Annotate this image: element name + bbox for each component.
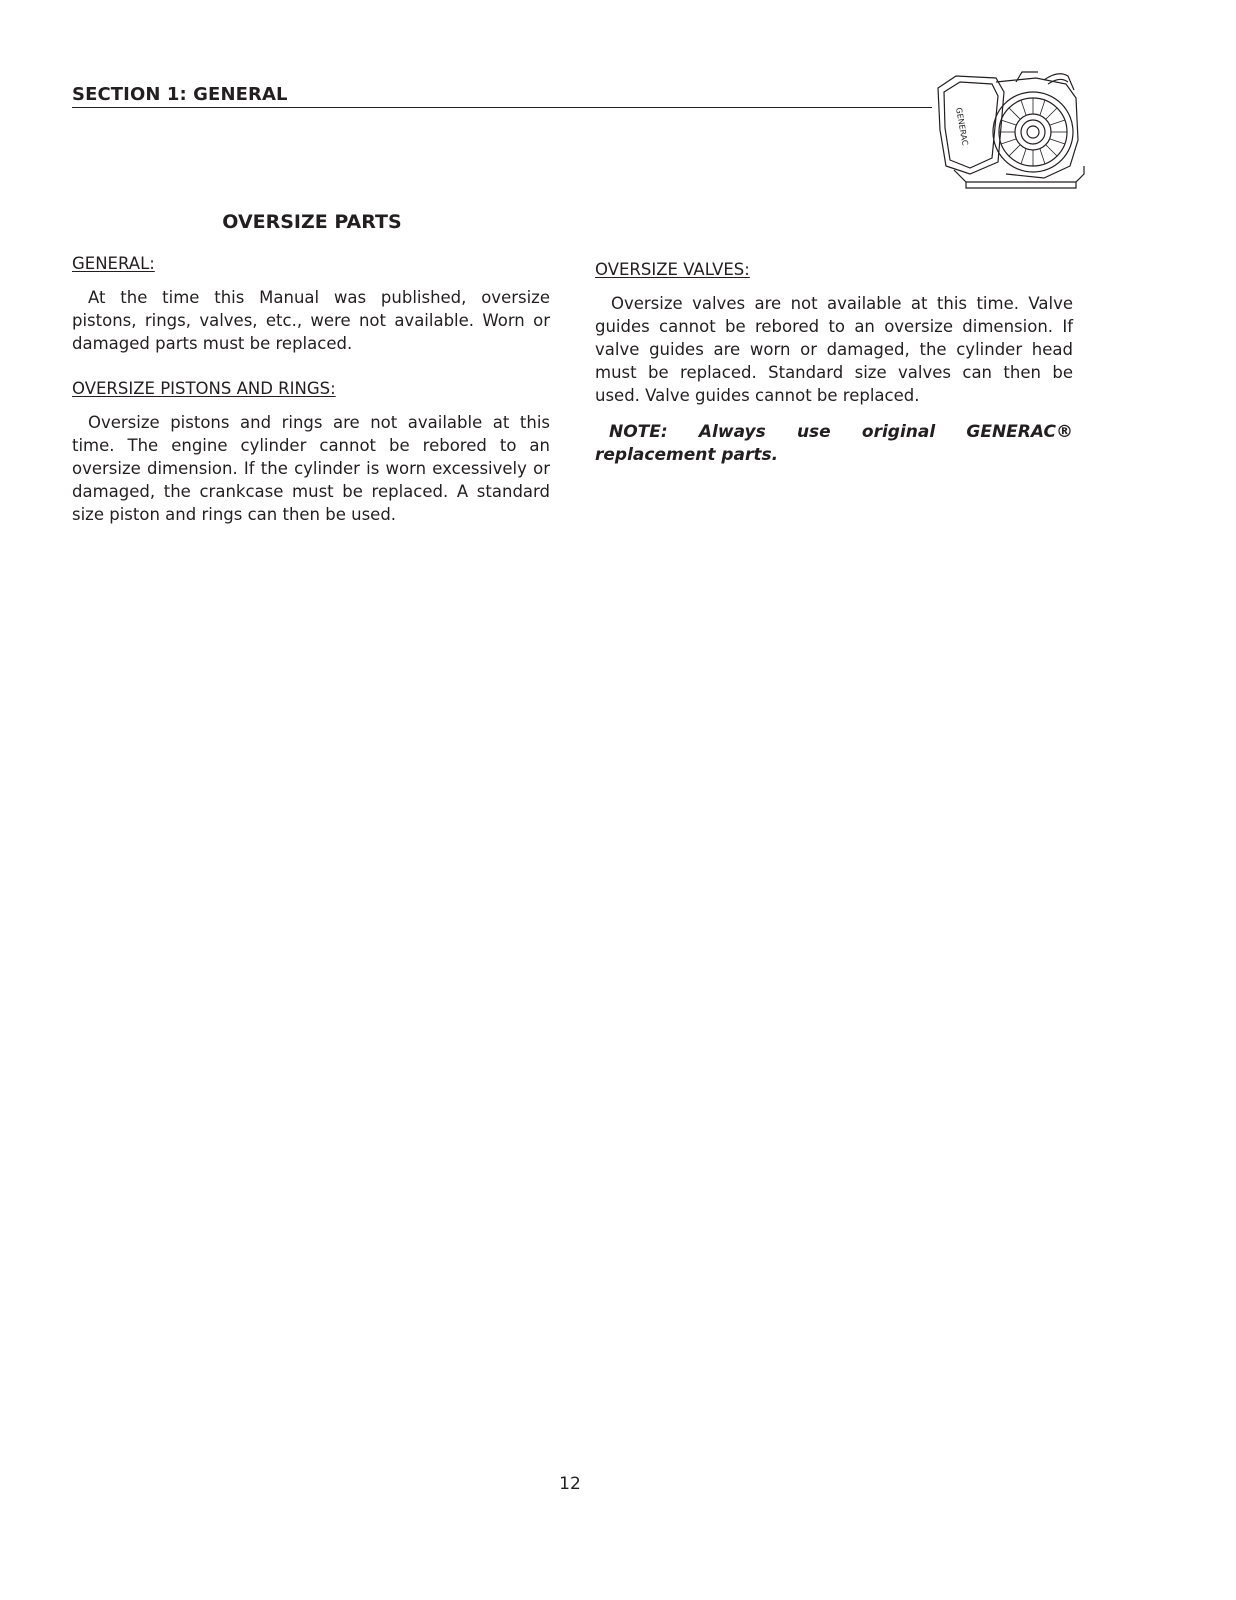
page-number: 12 — [559, 1474, 581, 1494]
pistons-paragraph: Oversize pistons and rings are not available at this time. The engine cylinder cannot be rebored to an oversize dimension. If the cylinder is worn excessively or damaged, the crankcase must be replaced. A standard size piston and rings can then be used. — [72, 413, 550, 524]
left-column — [72, 252, 550, 526]
page-title: OVERSIZE PARTS — [222, 211, 402, 233]
valves-paragraph: Oversize valves are not available at this time. Valve guides cannot be rebored to an oversize dimension. If valve guides are worn or damaged, the cylinder head must be replaced. Standard size valves can then be used. Valve guides cannot be replaced. — [595, 294, 1073, 405]
valves-heading: OVERSIZE VALVES: — [595, 260, 750, 279]
logo-text: GENERAC — [954, 106, 970, 147]
general-paragraph: At the time this Manual was published, oversize pistons, rings, valves, etc., were not available. Worn or damaged parts must be replaced. — [72, 288, 550, 353]
engine-illustration-icon — [926, 70, 1091, 192]
general-heading: GENERAL: — [72, 254, 155, 273]
header-divider — [72, 107, 932, 108]
right-column — [595, 258, 1073, 467]
replacement-note: NOTE: Always use original GENERAC® replacement parts. — [595, 422, 1073, 465]
pistons-heading: OVERSIZE PISTONS AND RINGS: — [72, 379, 336, 398]
section-header: SECTION 1: GENERAL — [72, 84, 288, 105]
